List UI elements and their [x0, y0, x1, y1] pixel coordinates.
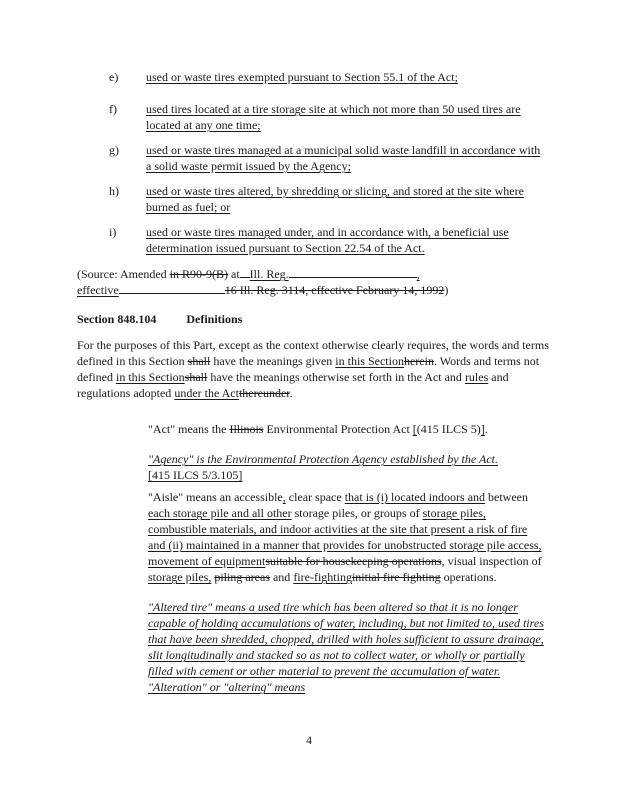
blank-line [119, 282, 225, 294]
list-item-text: used or waste tires altered, by shredding or slicing, and stored at the site where burned as fuel; or [146, 184, 524, 214]
altered-tire-text: "Altered tire" means a used tire which has been altered so that it is no longer capable of holding accumulations of water, including, but not limited to, used tires that have been shredded, chopped, drilled with holes sufficient to assure drainage, slit longitudinally and stacked so as not to collect water, or wholly or partially filled with cement or other material to prevent the accumulation of water. "Alteration" or "altering" means [148, 600, 544, 694]
list-item-label: g) [109, 143, 119, 157]
blank-line [240, 266, 250, 278]
list-item-label: e) [109, 70, 119, 84]
definition-act: "Act" means the Illinois Environmental Protection Act [(415 ILCS 5)]. [148, 422, 488, 436]
page-number: 4 [306, 733, 312, 747]
source-struck-tail: 16 Ill. Reg. 3114, effective February 14, 1992 [224, 283, 445, 297]
definition-aisle: "Aisle" means an accessible, clear space that is (i) located indoors and between each storage pile and all other storage piles, or groups of storage piles, combustible materials, and indoor activities at the site that present a risk of fire and (ii) maintained in a manner that provides for unobstructed storage pile access, movement of equipmentsuitable for housekeeping operations, visual inspection of storage piles, piling areas and fire-fightinginitial fire fighting operations. [148, 490, 542, 584]
source-effective: effective [77, 283, 119, 297]
source-close: ) [444, 283, 449, 297]
source-prefix: (Source: Amended [77, 267, 170, 281]
source-note [77, 266, 557, 298]
source-at: at [228, 267, 240, 281]
list-item-text: used or waste tires managed at a municipal solid waste landfill in accordance with a solid waste permit issued by the Agency; [146, 143, 541, 173]
source-reg: Ill. Reg. [249, 267, 289, 281]
agency-text: "Agency" is the Environmental Protection Agency established by the Act. [148, 452, 498, 466]
definition-agency [148, 451, 548, 483]
section-number: Section 848.104 [77, 312, 157, 326]
section-heading [77, 311, 557, 327]
definition-altered-tire [148, 599, 546, 695]
list-item-text: used tires located at a tire storage site at which not more than 50 used tires are located at any one time; [146, 102, 521, 132]
list-item-label: f) [109, 102, 117, 116]
list-item-label: i) [109, 225, 117, 239]
source-comma: , [416, 267, 420, 281]
source-struck: in R90-9(B) [169, 267, 228, 281]
list-item-label: h) [109, 184, 119, 198]
agency-citation: [415 ILCS 5/3.105] [148, 468, 243, 482]
list-item-text: used or waste tires exempted pursuant to Section 55.1 of the Act; [146, 70, 458, 84]
blank-line [289, 266, 417, 278]
list-item-text: used or waste tires managed under, and in accordance with, a beneficial use determination issued pursuant to Section 22.54 of the Act. [146, 225, 509, 255]
intro-paragraph: For the purposes of this Part, except as the context otherwise clearly requires, the words and terms defined in this Section shall have the meanings given in this Sectionherein. Words and terms not defined in this Sectionshall have the meanings otherwise set forth in the Act and rules and regulations adopted under the Actthereunder. [77, 338, 549, 400]
section-title: Definitions [186, 312, 243, 326]
